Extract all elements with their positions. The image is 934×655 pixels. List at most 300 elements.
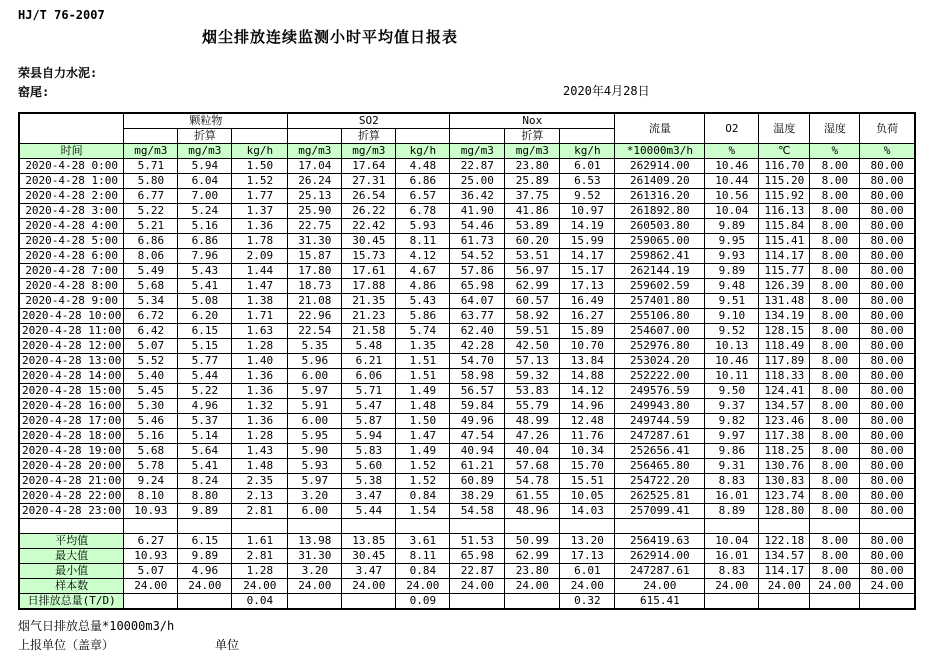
value-cell: 0.84 [396,489,450,504]
data-row [19,504,915,519]
value-cell: 10.93 [124,504,178,519]
value-cell: 53.83 [505,384,560,399]
value-cell: 5.97 [288,384,342,399]
value-cell: 8.00 [810,414,860,429]
value-cell: 9.89 [705,264,759,279]
value-cell: 22.54 [288,324,342,339]
value-cell: 47.26 [505,429,560,444]
value-cell: 8.89 [705,504,759,519]
value-cell: 8.00 [810,234,860,249]
value-cell: 38.29 [450,489,505,504]
value-cell: 5.38 [342,474,396,489]
value-cell: 22.42 [342,219,396,234]
value-cell: 9.10 [705,309,759,324]
value-cell: 25.00 [450,174,505,189]
value-cell: 3.47 [342,489,396,504]
value-cell: 5.14 [178,429,232,444]
value-cell: 40.94 [450,444,505,459]
value-cell: 5.40 [124,369,178,384]
value-cell: 9.48 [705,279,759,294]
value-cell: 80.00 [860,534,915,549]
value-cell: 42.28 [450,339,505,354]
value-cell: 59.84 [450,399,505,414]
value-cell: 1.48 [232,459,288,474]
value-cell: 1.36 [232,219,288,234]
value-cell: 8.10 [124,489,178,504]
value-cell: 10.93 [124,549,178,564]
value-cell: 12.48 [560,414,615,429]
value-cell: 61.55 [505,489,560,504]
value-cell: 42.50 [505,339,560,354]
value-cell: 5.22 [178,384,232,399]
value-cell: 4.12 [396,249,450,264]
value-cell: 26.24 [288,174,342,189]
summary-row [19,579,915,594]
value-cell: 123.74 [759,489,810,504]
time-cell: 2020-4-28 18:00 [19,429,124,444]
value-cell [178,594,232,610]
summary-label: 平均值 [19,534,124,549]
value-cell: 1.47 [396,429,450,444]
time-cell: 2020-4-28 19:00 [19,444,124,459]
value-cell: 6.15 [178,324,232,339]
value-cell: 24.00 [342,579,396,594]
value-cell: 14.88 [560,369,615,384]
flow-cell: 254607.00 [615,324,705,339]
value-cell: 23.80 [505,564,560,579]
value-cell: 1.32 [232,399,288,414]
value-cell: 8.83 [705,564,759,579]
unit-cell: % [810,144,860,159]
value-cell: 5.97 [288,474,342,489]
value-cell: 24.00 [178,579,232,594]
value-cell: 6.21 [342,354,396,369]
value-cell: 6.86 [396,174,450,189]
value-cell: 1.52 [396,459,450,474]
table-head [19,113,915,159]
header-humidity: 湿度 [810,113,860,144]
unit-cell: % [860,144,915,159]
value-cell: 8.00 [810,564,860,579]
data-row [19,339,915,354]
time-cell: 2020-4-28 17:00 [19,414,124,429]
value-cell: 8.06 [124,249,178,264]
unit-cell: kg/h [232,144,288,159]
value-cell: 80.00 [860,159,915,174]
value-cell: 1.50 [396,414,450,429]
value-cell: 13.85 [342,534,396,549]
value-cell: 58.92 [505,309,560,324]
table-body [19,159,915,610]
value-cell: 60.89 [450,474,505,489]
data-row [19,354,915,369]
value-cell: 80.00 [860,414,915,429]
value-cell: 60.57 [505,294,560,309]
value-cell: 62.99 [505,279,560,294]
empty-cell [124,519,178,534]
value-cell: 1.43 [232,444,288,459]
value-cell: 23.80 [505,159,560,174]
value-cell: 5.64 [178,444,232,459]
value-cell: 131.48 [759,294,810,309]
empty-cell [705,519,759,534]
value-cell: 9.93 [705,249,759,264]
value-cell: 0.32 [560,594,615,610]
value-cell: 8.00 [810,189,860,204]
time-cell: 2020-4-28 12:00 [19,339,124,354]
value-cell: 126.39 [759,279,810,294]
value-cell: 30.45 [342,234,396,249]
value-cell: 8.00 [810,504,860,519]
time-cell: 2020-4-28 11:00 [19,324,124,339]
value-cell: 5.22 [124,204,178,219]
value-cell: 5.16 [178,219,232,234]
value-cell: 1.28 [232,564,288,579]
value-cell: 2.81 [232,504,288,519]
time-cell: 2020-4-28 16:00 [19,399,124,414]
value-cell: 5.49 [124,264,178,279]
value-cell: 80.00 [860,204,915,219]
value-cell: 116.70 [759,159,810,174]
value-cell: 5.71 [342,384,396,399]
value-cell: 5.41 [178,279,232,294]
value-cell: 16.27 [560,309,615,324]
value-cell: 2.81 [232,549,288,564]
empty-row [19,519,915,534]
value-cell: 8.00 [810,474,860,489]
value-cell: 80.00 [860,489,915,504]
flow-cell: 261409.20 [615,174,705,189]
value-cell: 5.93 [288,459,342,474]
value-cell: 6.42 [124,324,178,339]
flow-cell: 256465.80 [615,459,705,474]
flow-cell: 254722.20 [615,474,705,489]
flow-cell: 247287.61 [615,429,705,444]
value-cell: 47.54 [450,429,505,444]
value-cell: 9.82 [705,414,759,429]
value-cell: 117.89 [759,354,810,369]
unit-cell: mg/m3 [342,144,396,159]
spacer-cell [288,129,342,144]
value-cell: 8.00 [810,444,860,459]
header-o2: O2 [705,113,759,144]
value-cell: 5.16 [124,429,178,444]
time-cell: 2020-4-28 0:00 [19,159,124,174]
value-cell: 54.58 [450,504,505,519]
value-cell: 6.00 [288,369,342,384]
flow-cell: 256419.63 [615,534,705,549]
time-cell: 2020-4-28 2:00 [19,189,124,204]
value-cell: 5.21 [124,219,178,234]
value-cell: 8.00 [810,549,860,564]
value-cell: 80.00 [860,429,915,444]
value-cell: 5.07 [124,339,178,354]
value-cell: 4.86 [396,279,450,294]
data-row [19,279,915,294]
group-nox: Nox [450,113,615,129]
value-cell: 0.04 [232,594,288,610]
value-cell: 6.01 [560,159,615,174]
value-cell [810,594,860,610]
value-cell: 5.44 [342,504,396,519]
value-cell: 6.06 [342,369,396,384]
empty-cell [560,519,615,534]
unit-cell-flow: *10000m3/h [615,144,705,159]
value-cell: 5.78 [124,459,178,474]
value-cell: 22.87 [450,564,505,579]
value-cell: 14.96 [560,399,615,414]
value-cell: 8.00 [810,279,860,294]
value-cell: 80.00 [860,219,915,234]
value-cell: 8.11 [396,234,450,249]
value-cell: 1.50 [232,159,288,174]
time-cell: 2020-4-28 8:00 [19,279,124,294]
value-cell: 0.09 [396,594,450,610]
data-row [19,324,915,339]
value-cell: 58.98 [450,369,505,384]
value-cell: 9.51 [705,294,759,309]
value-cell: 8.00 [810,174,860,189]
unit-cell: % [705,144,759,159]
value-cell: 24.00 [396,579,450,594]
data-row [19,174,915,189]
time-cell: 2020-4-28 5:00 [19,234,124,249]
flow-cell: 24.00 [615,579,705,594]
header-flow: 流量 [615,113,705,144]
value-cell: 5.60 [342,459,396,474]
value-cell: 17.13 [560,549,615,564]
value-cell: 8.00 [810,204,860,219]
time-cell: 2020-4-28 20:00 [19,459,124,474]
value-cell [288,594,342,610]
time-cell: 2020-4-28 23:00 [19,504,124,519]
value-cell: 15.87 [288,249,342,264]
value-cell: 6.72 [124,309,178,324]
value-cell: 24.00 [505,579,560,594]
flow-cell: 262914.00 [615,549,705,564]
value-cell: 14.17 [560,249,615,264]
value-cell: 6.77 [124,189,178,204]
value-cell: 13.84 [560,354,615,369]
data-row [19,309,915,324]
data-row [19,219,915,234]
value-cell: 124.41 [759,384,810,399]
value-cell: 5.83 [342,444,396,459]
value-cell: 17.88 [342,279,396,294]
value-cell: 9.24 [124,474,178,489]
value-cell: 14.03 [560,504,615,519]
value-cell: 59.51 [505,324,560,339]
value-cell: 49.96 [450,414,505,429]
value-cell: 80.00 [860,309,915,324]
value-cell: 65.98 [450,279,505,294]
value-cell: 1.47 [232,279,288,294]
data-row [19,204,915,219]
monitoring-point: 窑尾: [18,85,50,99]
value-cell: 26.22 [342,204,396,219]
value-cell: 5.47 [342,399,396,414]
header-load: 负荷 [860,113,915,144]
footer-reporting-unit: 上报单位（盖章） [18,638,115,652]
value-cell: 63.77 [450,309,505,324]
flow-cell: 253024.20 [615,354,705,369]
value-cell: 1.38 [232,294,288,309]
converted-label-pm: 折算 [178,129,232,144]
value-cell: 1.49 [396,384,450,399]
value-cell: 1.44 [232,264,288,279]
value-cell: 3.61 [396,534,450,549]
value-cell: 9.86 [705,444,759,459]
header-group-row [19,113,915,129]
value-cell: 80.00 [860,189,915,204]
value-cell: 22.75 [288,219,342,234]
value-cell: 5.37 [178,414,232,429]
value-cell: 6.86 [178,234,232,249]
empty-cell [860,519,915,534]
value-cell: 54.70 [450,354,505,369]
value-cell: 128.80 [759,504,810,519]
value-cell: 16.49 [560,294,615,309]
value-cell: 15.89 [560,324,615,339]
page-title: 烟尘排放连续监测小时平均值日报表 [201,28,458,46]
unit-cell: ℃ [759,144,810,159]
value-cell: 24.00 [860,579,915,594]
value-cell: 6.00 [288,504,342,519]
value-cell: 80.00 [860,234,915,249]
value-cell: 130.76 [759,459,810,474]
spacer-cell [232,129,288,144]
value-cell: 24.00 [810,579,860,594]
value-cell: 36.42 [450,189,505,204]
value-cell: 57.13 [505,354,560,369]
value-cell: 13.98 [288,534,342,549]
value-cell: 26.54 [342,189,396,204]
value-cell: 17.61 [342,264,396,279]
flow-cell: 259065.00 [615,234,705,249]
value-cell: 57.86 [450,264,505,279]
value-cell: 31.30 [288,234,342,249]
time-cell: 2020-4-28 7:00 [19,264,124,279]
value-cell: 80.00 [860,474,915,489]
value-cell: 7.00 [178,189,232,204]
value-cell: 80.00 [860,354,915,369]
value-cell: 25.89 [505,174,560,189]
value-cell: 9.52 [560,189,615,204]
value-cell: 5.86 [396,309,450,324]
time-cell: 2020-4-28 4:00 [19,219,124,234]
value-cell: 62.99 [505,549,560,564]
value-cell: 1.49 [396,444,450,459]
value-cell: 7.96 [178,249,232,264]
value-cell: 8.00 [810,354,860,369]
unit-cell: mg/m3 [450,144,505,159]
value-cell: 8.00 [810,384,860,399]
value-cell: 61.73 [450,234,505,249]
value-cell: 5.68 [124,279,178,294]
value-cell: 8.00 [810,534,860,549]
value-cell: 116.13 [759,204,810,219]
value-cell: 3.47 [342,564,396,579]
value-cell: 22.96 [288,309,342,324]
value-cell: 15.73 [342,249,396,264]
flow-cell: 249744.59 [615,414,705,429]
data-row [19,459,915,474]
flow-cell: 259602.59 [615,279,705,294]
value-cell: 80.00 [860,384,915,399]
value-cell: 8.00 [810,324,860,339]
value-cell: 21.35 [342,294,396,309]
value-cell: 8.00 [810,489,860,504]
value-cell [759,594,810,610]
value-cell: 54.46 [450,219,505,234]
value-cell: 10.56 [705,189,759,204]
value-cell: 64.07 [450,294,505,309]
company-name: 荣县自力水泥: [18,66,98,80]
value-cell: 1.48 [396,399,450,414]
data-row [19,159,915,174]
flow-cell: 252656.41 [615,444,705,459]
value-cell: 80.00 [860,399,915,414]
value-cell: 9.89 [705,219,759,234]
value-cell: 21.08 [288,294,342,309]
spacer-cell [124,129,178,144]
value-cell: 9.89 [178,504,232,519]
data-row [19,264,915,279]
value-cell: 8.00 [810,219,860,234]
value-cell: 24.00 [759,579,810,594]
value-cell: 6.78 [396,204,450,219]
value-cell: 5.44 [178,369,232,384]
data-row [19,399,915,414]
value-cell: 1.36 [232,369,288,384]
value-cell: 17.64 [342,159,396,174]
value-cell: 8.00 [810,294,860,309]
value-cell: 5.24 [178,204,232,219]
data-row [19,249,915,264]
value-cell: 14.19 [560,219,615,234]
value-cell: 18.73 [288,279,342,294]
value-cell: 5.93 [396,219,450,234]
value-cell: 4.67 [396,264,450,279]
standard-code: HJ/T 76-2007 [18,8,105,22]
value-cell: 9.89 [178,549,232,564]
value-cell: 8.00 [810,264,860,279]
value-cell: 80.00 [860,264,915,279]
empty-cell [505,519,560,534]
value-cell: 5.30 [124,399,178,414]
value-cell: 61.21 [450,459,505,474]
value-cell: 10.44 [705,174,759,189]
value-cell: 5.74 [396,324,450,339]
value-cell: 5.46 [124,414,178,429]
value-cell: 1.78 [232,234,288,249]
empty-cell [810,519,860,534]
value-cell: 11.76 [560,429,615,444]
value-cell: 1.52 [396,474,450,489]
flow-cell: 252222.00 [615,369,705,384]
value-cell: 5.15 [178,339,232,354]
spacer-cell [450,129,505,144]
value-cell: 8.83 [705,474,759,489]
value-cell: 114.17 [759,564,810,579]
value-cell: 8.11 [396,549,450,564]
value-cell: 123.46 [759,414,810,429]
flow-cell: 257401.80 [615,294,705,309]
value-cell: 6.00 [288,414,342,429]
data-row [19,189,915,204]
value-cell: 115.84 [759,219,810,234]
value-cell: 1.63 [232,324,288,339]
